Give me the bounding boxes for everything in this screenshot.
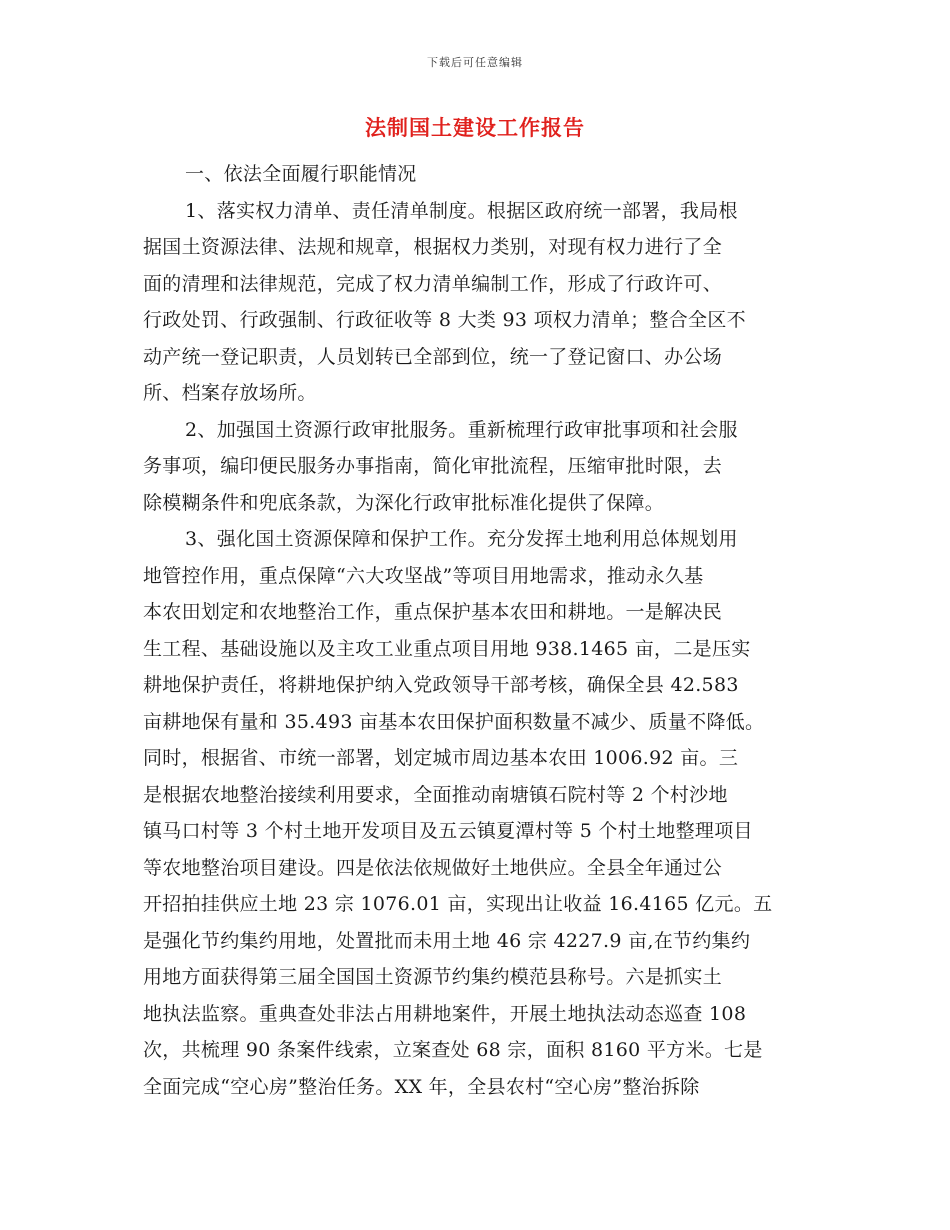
paragraph-line: 动产统一登记职责，人员划转已全部到位，统一了登记窗口、办公场 xyxy=(143,345,723,368)
paragraph-line: 等农地整治项目建设。四是依法依规做好土地供应。全县全年通过公 xyxy=(143,856,723,879)
paragraph-line: 除模糊条件和兜底条款，为深化行政审批标准化提供了保障。 xyxy=(143,491,665,514)
paragraph-line: 次，共梳理 90 条案件线索，立案查处 68 宗，面积 8160 平方米。七是 xyxy=(143,1039,763,1061)
paragraph-line: 是根据农地整治接续利用要求，全面推动南塘镇石院村等 2 个村沙地 xyxy=(143,783,728,806)
paragraph-line: 耕地保护责任，将耕地保护纳入党政领导干部考核，确保全县 42.583 xyxy=(143,674,739,696)
document-body xyxy=(143,156,823,1105)
page-header-note: 下载后可任意编辑 xyxy=(427,56,523,69)
paragraph-line: 1、落实权力清单、责任清单制度。根据区政府统一部署，我局根 xyxy=(185,199,738,222)
paragraph-line: 地管控作用，重点保障“六大攻坚战”等项目用地需求，推动永久基 xyxy=(143,564,704,587)
paragraph-line: 面的清理和法律规范，完成了权力清单编制工作，形成了行政许可、 xyxy=(143,272,723,295)
paragraph-line: 3、强化国土资源保障和保护工作。充分发挥土地利用总体规划用 xyxy=(185,528,738,550)
paragraph-line: 所、档案存放场所。 xyxy=(143,382,317,404)
paragraph-line: 全面完成“空心房”整治任务。XX 年，全县农村“空心房”整治拆除 xyxy=(143,1075,700,1098)
paragraph-line: 镇马口村等 3 个村土地开发项目及五云镇夏潭村等 5 个村土地整理项目 xyxy=(143,820,753,842)
paragraph-line: 2、加强国土资源行政审批服务。重新梳理行政审批事项和社会服 xyxy=(185,418,738,441)
paragraph-line: 行政处罚、行政强制、行政征收等 8 大类 93 项权力清单；整合全区不 xyxy=(143,309,746,331)
paragraph-line: 用地方面获得第三届全国国土资源节约集约模范县称号。六是抓实土 xyxy=(143,966,723,988)
paragraph-line: 同时，根据省、市统一部署，划定城市周边基本农田 1006.92 亩。三 xyxy=(143,747,739,769)
paragraph-1 xyxy=(143,193,823,412)
paragraph-3 xyxy=(143,521,823,1105)
paragraph-line: 务事项，编印便民服务办事指南，简化审批流程，压缩审批时限，去 xyxy=(143,455,723,477)
paragraph-line: 地执法监察。重典查处非法占用耕地案件，开展土地执法动态巡查 108 xyxy=(143,1002,747,1025)
paragraph-line: 是强化节约集约用地，处置批而未用土地 46 宗 4227.9 亩,在节约集约 xyxy=(143,929,751,952)
section-heading: 一、依法全面履行职能情况 xyxy=(185,163,417,185)
paragraph-line: 开招拍挂供应土地 23 宗 1076.01 亩，实现出让收益 16.4165 亿元。五 xyxy=(143,893,773,915)
paragraph-line: 据国土资源法律、法规和规章，根据权力类别，对现有权力进行了全 xyxy=(143,236,723,258)
paragraph-2 xyxy=(143,412,823,522)
paragraph-line: 亩耕地保有量和 35.493 亩基本农田保护面积数量不减少、质量不降低。 xyxy=(143,710,765,733)
paragraph-line: 本农田划定和农地整治工作，重点保护基本农田和耕地。一是解决民 xyxy=(143,601,723,623)
document-title: 法制国土建设工作报告 xyxy=(365,115,585,140)
paragraph-line: 生工程、基础设施以及主攻工业重点项目用地 938.1465 亩，二是压实 xyxy=(143,637,751,660)
